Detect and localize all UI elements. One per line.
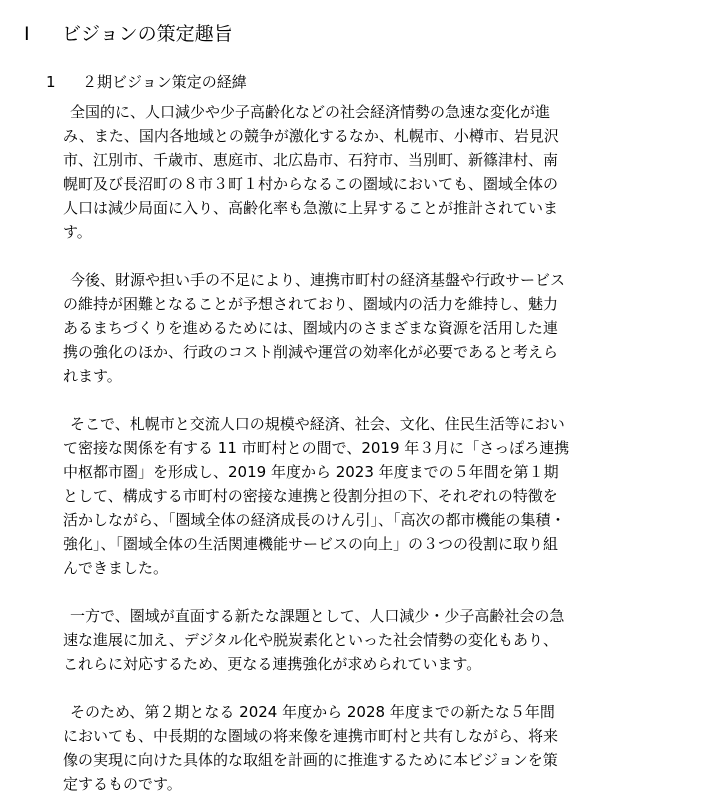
section-heading [24,22,233,46]
paragraph-line: 携の強化のほか、行政のコスト削減や運営の効率化が必要であると考えら [63,343,559,361]
paragraph-line: 速な進展に加え、デジタル化や脱炭素化といった社会情勢の変化もあり、 [63,631,559,649]
paragraph-line: そこで、札幌市と交流人口の規模や経済、社会、文化、住民生活等におい [70,415,565,433]
paragraph-line: 全国的に、人口減少や少子高齢化などの社会経済情勢の急速な変化が進 [70,103,551,121]
paragraph-line: す。 [63,223,92,241]
subsection-heading [46,72,247,92]
paragraph-line: 活かしながら、「圏域全体の経済成長のけん引」、「高次の都市機能の集積・ [63,511,566,529]
paragraph-line: 中枢都市圏」を形成し、2019 年度から 2023 年度までの５年間を第１期 [63,463,559,481]
paragraph-line: れます。 [63,367,122,385]
paragraph-line: 定するものです。 [63,775,182,793]
paragraph-line: これらに対応するため、更なる連携強化が求められています。 [63,655,482,673]
paragraph-line: 市、江別市、千歳市、恵庭市、北広島市、石狩市、当別町、新篠津村、南 [63,151,559,169]
paragraph-line: あるまちづくりを進めるためには、圏域内のさまざまな資源を活用した連 [63,319,558,337]
paragraph-line: 像の実現に向けた具体的な取組を計画的に推進するために本ビジョンを策 [63,751,558,769]
paragraph-line: 強化」、「圏域全体の生活関連機能サービスの向上」の３つの役割に取り組 [63,535,559,553]
paragraph-line: においても、中長期的な圏域の将来像を連携市町村と共有しながら、将来 [63,727,559,745]
subsection-number: 1 [46,73,56,91]
paragraph-line: み、また、国内各地域との競争が激化するなか、札幌市、小樽市、岩見沢 [63,127,559,145]
paragraph-line: 幌町及び長沼町の８市３町１村からなるこの圏域においても、圏域全体の [63,175,559,193]
paragraph-line: て密接な関係を有する 11 市町村との間で、2019 年３月に「さっぽろ連携 [63,439,570,457]
paragraph-line: 一方で、圏域が直面する新たな課題として、人口減少・少子高齢社会の急 [70,607,565,625]
paragraph-line: そのため、第２期となる 2024 年度から 2028 年度までの新たな５年間 [70,703,555,721]
paragraph-line: 今後、財源や担い手の不足により、連携市町村の経済基盤や行政サービス [70,271,566,289]
section-number: I [24,23,30,45]
section-title: ビジョンの策定趣旨 [62,23,233,45]
paragraph-line: んできました。 [63,559,169,577]
paragraph-line: の維持が困難となることが予想されており、圏域内の活力を維持し、魅力 [63,295,559,313]
paragraph-line: 人口は減少局面に入り、高齢化率も急激に上昇することが推計されていま [63,199,559,217]
paragraph-line: として、構成する市町村の密接な連携と役割分担の下、それぞれの特徴を [63,487,558,505]
subsection-title: ２期ビジョン策定の経緯 [82,73,247,91]
